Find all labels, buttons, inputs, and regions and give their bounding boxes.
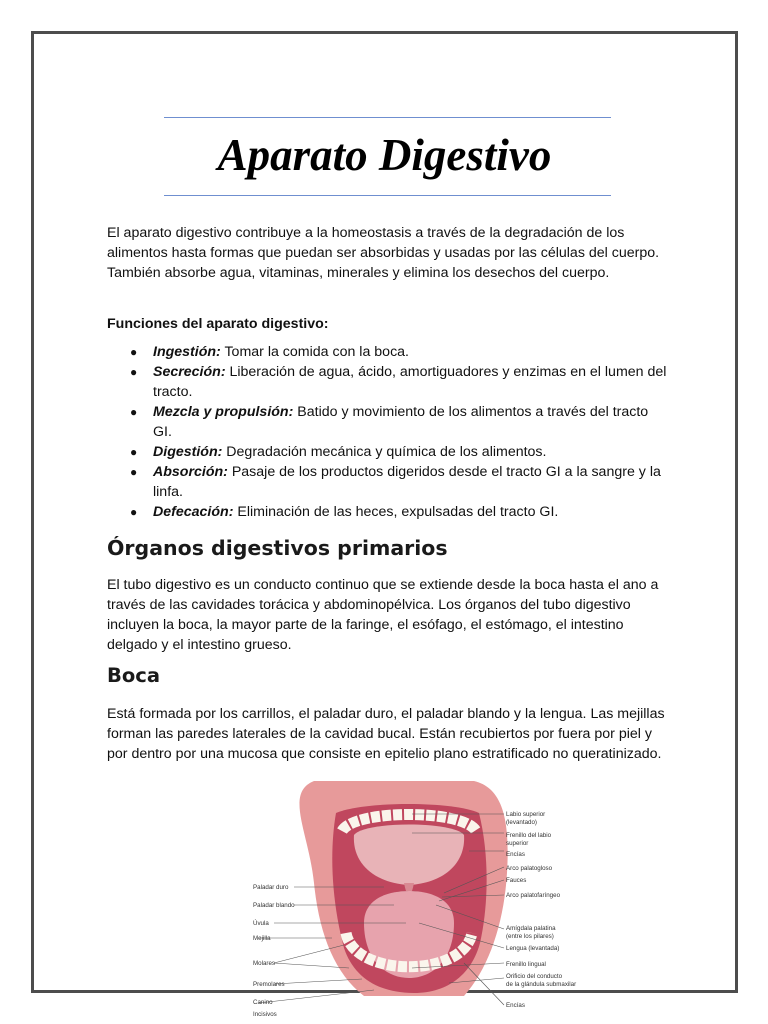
function-text: Liberación de agua, ácido, amortiguadores y enzimas en el lumen del tracto. [153, 364, 667, 400]
bullet-icon: ● [130, 345, 138, 359]
label-fauces: Fauces [506, 877, 527, 884]
functions-heading: Funciones del aparato digestivo: [107, 316, 329, 332]
bullet-icon: ● [130, 505, 138, 519]
label-palatine-tonsil-sub: (entre los pilares) [506, 933, 554, 940]
label-uvula: Úvula [253, 920, 269, 927]
function-text: Batido y movimiento de los alimentos a través del tracto GI. [153, 404, 649, 440]
title-rule-bottom [164, 195, 611, 196]
bullet-icon: ● [130, 465, 138, 479]
function-text: Eliminación de las heces, expulsadas del tracto GI. [233, 504, 559, 520]
list-item [107, 362, 667, 402]
label-incisors: Incisivos [253, 1011, 277, 1018]
label-palatine-tonsil: Amígdala palatina [506, 925, 556, 932]
primary-organs-paragraph: El tubo digestivo es un conducto continuo que se extiende desde la boca hasta el ano a través de las cavidades torácica y abdominopélvica. Los órganos del tubo digestivo incluyen la boca, la mayor parte de la faringe, el esófago, el estómago, el intestino delgado y el intestino grueso. [107, 577, 659, 653]
function-text: Pasaje de los productos digeridos desde el tracto GI a la sangre y la linfa. [153, 464, 661, 500]
list-item [107, 402, 667, 442]
label-frenulum-upper: Frenillo del labio [506, 832, 552, 839]
page-title: Aparato Digestivo [217, 130, 552, 180]
label-gums-upper: Encías [506, 851, 525, 858]
label-tongue: Lengua (levantada) [506, 945, 560, 952]
boca-paragraph: Está formada por los carrillos, el paladar duro, el paladar blando y la lengua. Las mejillas forman las paredes laterales de la cavidad bucal. Están recubiertos por fuera por piel y por dentro por una mucosa que consiste en epitelio plano estratificado no queratinizado. [107, 706, 665, 762]
label-soft-palate: Paladar blando [253, 902, 295, 909]
function-term: Absorción: [153, 464, 228, 480]
label-upper-lip: Labio superior [506, 811, 546, 818]
label-frenulum-upper-sub: superior [506, 840, 529, 847]
label-upper-lip-sub: (levantado) [506, 819, 537, 826]
label-cheek: Mejilla [253, 935, 271, 942]
label-hard-palate: Paladar duro [253, 884, 289, 891]
mouth-anatomy-figure [214, 773, 577, 1018]
page-frame [31, 31, 738, 1018]
function-term: Secreción: [153, 364, 226, 380]
intro-paragraph: El aparato digestivo contribuye a la homeostasis a través de la degradación de los alimentos hasta formas que puedan ser absorbidas y usadas por las células del cuerpo. También absorbe agua, vitaminas, minerales y elimina los desechos del cuerpo. [107, 225, 660, 281]
section-heading-primary-organs: Órganos digestivos primarios [107, 536, 448, 560]
label-gums-lower: Encías [506, 1002, 525, 1009]
bullet-icon: ● [130, 405, 138, 419]
label-palatoglossal-arch: Arco palatogloso [506, 865, 553, 872]
label-duct-opening-sub: de la glándula submaxilar [506, 981, 577, 988]
function-text: Tomar la comida con la boca. [220, 344, 409, 360]
bullet-icon: ● [130, 365, 138, 379]
function-term: Digestión: [153, 444, 223, 460]
function-term: Mezcla y propulsión: [153, 404, 294, 420]
section-heading-boca: Boca [107, 664, 160, 687]
label-palatopharyngeal-arch: Arco palatofaríngeo [506, 892, 561, 899]
list-item [107, 342, 667, 362]
label-premolars: Premolares [253, 981, 285, 988]
list-item [107, 502, 667, 522]
function-text: Degradación mecánica y química de los alimentos. [222, 444, 547, 460]
label-canine: Canino [253, 999, 273, 1006]
label-lingual-frenulum: Frenillo lingual [506, 961, 546, 968]
function-term: Ingestión: [153, 344, 221, 360]
bullet-icon: ● [130, 445, 138, 459]
label-duct-opening: Orificio del conducto [506, 973, 563, 980]
label-molars: Molares [253, 960, 276, 967]
functions-list [107, 342, 667, 522]
function-term: Defecación: [153, 504, 234, 520]
list-item [107, 462, 667, 502]
list-item [107, 442, 667, 462]
title-rule-top [164, 117, 611, 118]
